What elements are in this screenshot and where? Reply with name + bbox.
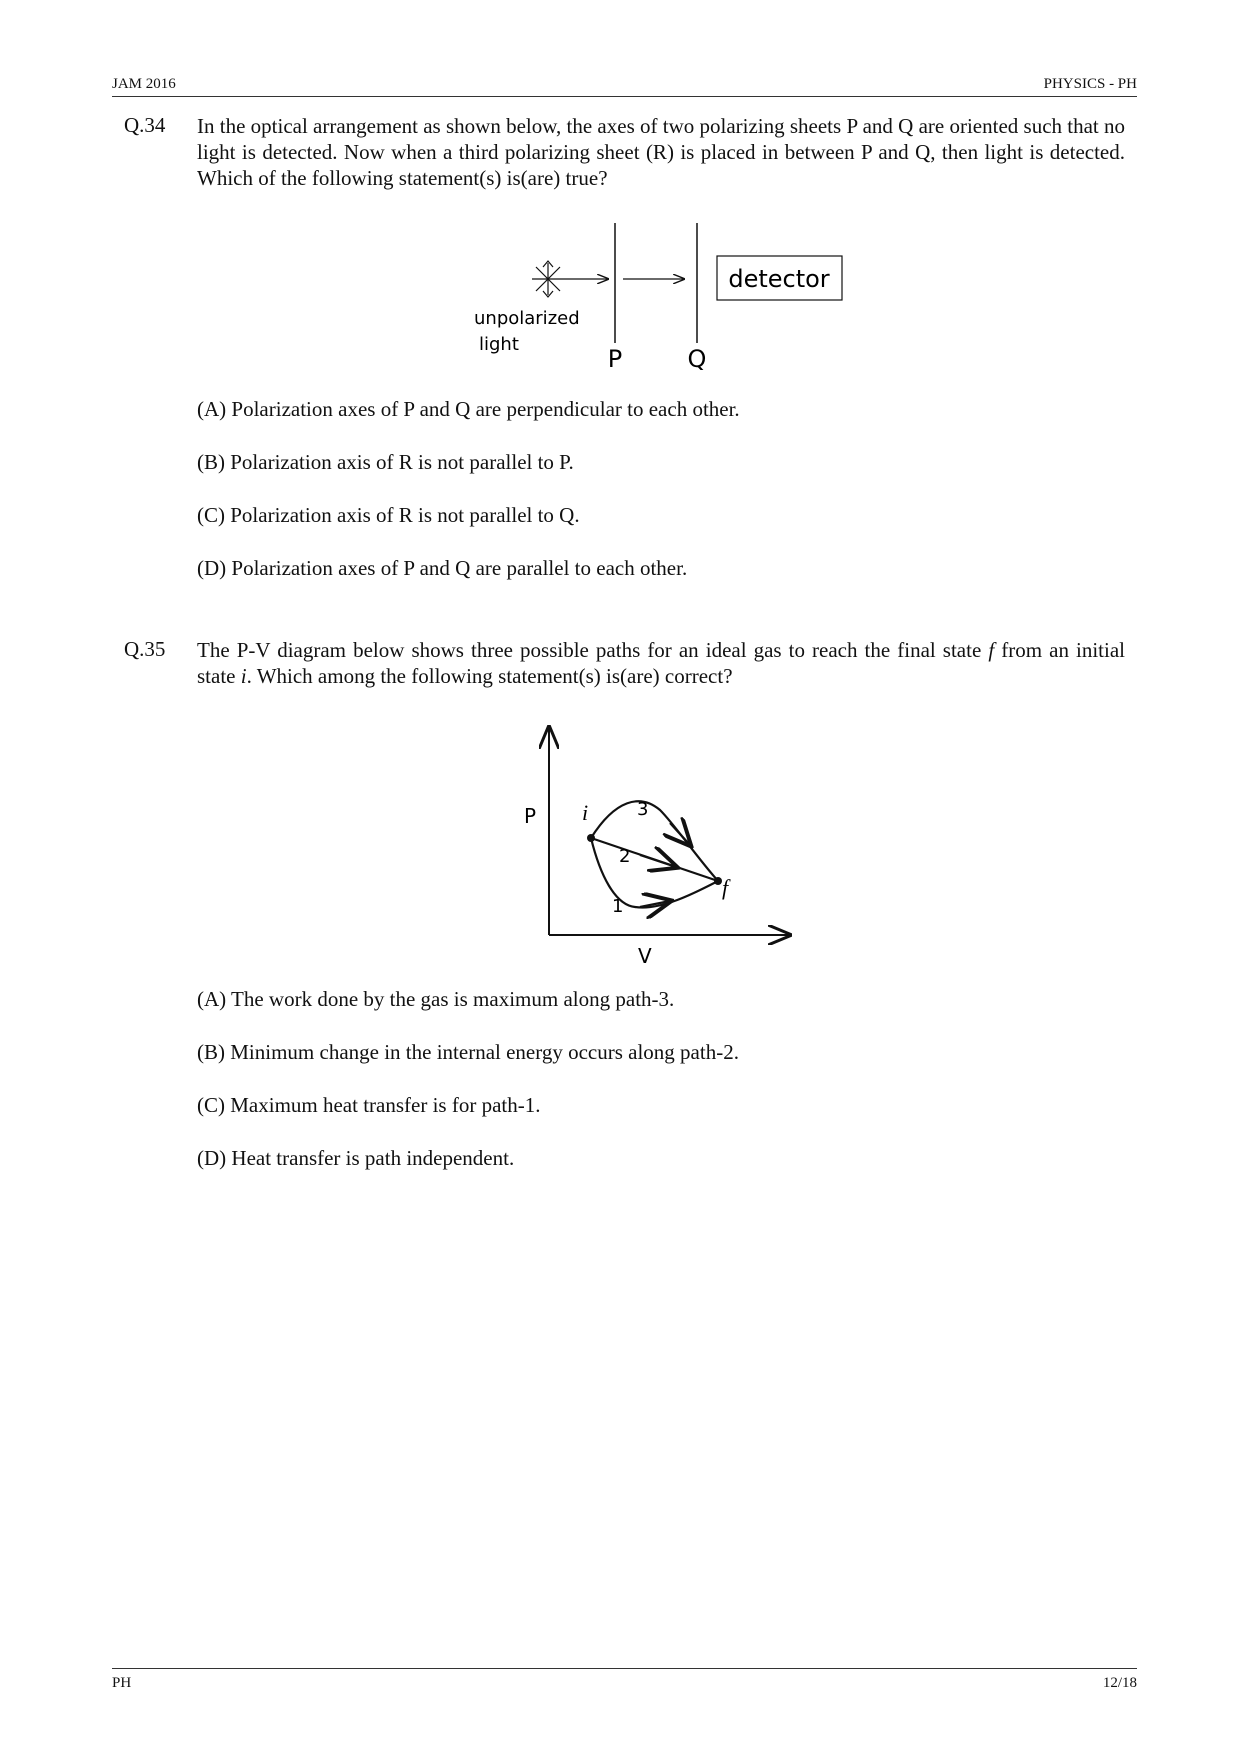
header-subject: PHYSICS - PH — [1043, 76, 1137, 92]
path-1-curve — [591, 838, 718, 908]
q35-number: Q.35 — [124, 637, 166, 661]
q35-option-a: (A) The work done by the gas is maximum along path-3. — [197, 987, 675, 1011]
label-p: P — [607, 345, 623, 373]
q35-text-initial-state: i — [240, 664, 247, 688]
q34-number: Q.34 — [124, 113, 166, 137]
polarizer-diagram — [460, 215, 860, 375]
path-3-arrow — [670, 823, 690, 845]
footer-paper-code: PH — [112, 1675, 132, 1691]
q35-text-part-1: The P-V diagram below shows three possible paths for an ideal gas to reach the final state — [197, 638, 989, 662]
pv-diagram — [510, 715, 810, 975]
final-state-point — [714, 877, 722, 885]
source-label-1: unpolarized — [474, 308, 580, 329]
unpolarized-light-icon — [532, 261, 564, 297]
q34-option-a: (A) Polarization axes of P and Q are perpendicular to each other. — [197, 397, 740, 421]
q34-option-b: (B) Polarization axis of R is not parallel to P. — [197, 450, 574, 474]
q34-option-d: (D) Polarization axes of P and Q are parallel to each other. — [197, 556, 688, 580]
q35-option-d: (D) Heat transfer is path independent. — [197, 1146, 515, 1170]
final-state-label: f — [722, 875, 729, 900]
footer-rule — [112, 1668, 1137, 1669]
q35-text-part-3: . Which among the following statement(s) is(are) correct? — [246, 664, 733, 688]
q35-option-c: (C) Maximum heat transfer is for path-1. — [197, 1093, 541, 1117]
path-1-label: 1 — [612, 896, 624, 917]
q35-text-final-state: f — [988, 638, 995, 662]
path-2-label: 2 — [619, 846, 631, 867]
volume-axis-label: V — [638, 944, 652, 968]
q35-text-part-2: from an initial state — [197, 638, 1125, 688]
q34-text: In the optical arrangement as shown below, the axes of two polarizing sheets P and Q are oriented such that no light is detected. Now when a third polarizing sheet (R) is placed in between P and Q, then light is detected. Which of the following statement(s) is(are) true? — [197, 114, 1125, 190]
q34-option-c: (C) Polarization axis of R is not parallel to Q. — [197, 503, 580, 527]
header-rule — [112, 96, 1137, 97]
header-exam: JAM 2016 — [112, 76, 176, 92]
page-number: 12/18 — [1102, 1675, 1137, 1691]
source-label-2: light — [479, 334, 519, 355]
q35-text — [197, 637, 1125, 689]
label-q: Q — [687, 345, 707, 373]
path-2-arrow — [640, 855, 676, 867]
q35-option-b: (B) Minimum change in the internal energy occurs along path-2. — [197, 1040, 739, 1064]
path-3-label: 3 — [637, 799, 649, 820]
detector-label: detector — [728, 265, 830, 293]
path-3-curve — [591, 801, 718, 881]
initial-state-label: i — [582, 800, 589, 825]
initial-state-point — [587, 834, 595, 842]
pressure-axis-label: P — [524, 804, 537, 828]
